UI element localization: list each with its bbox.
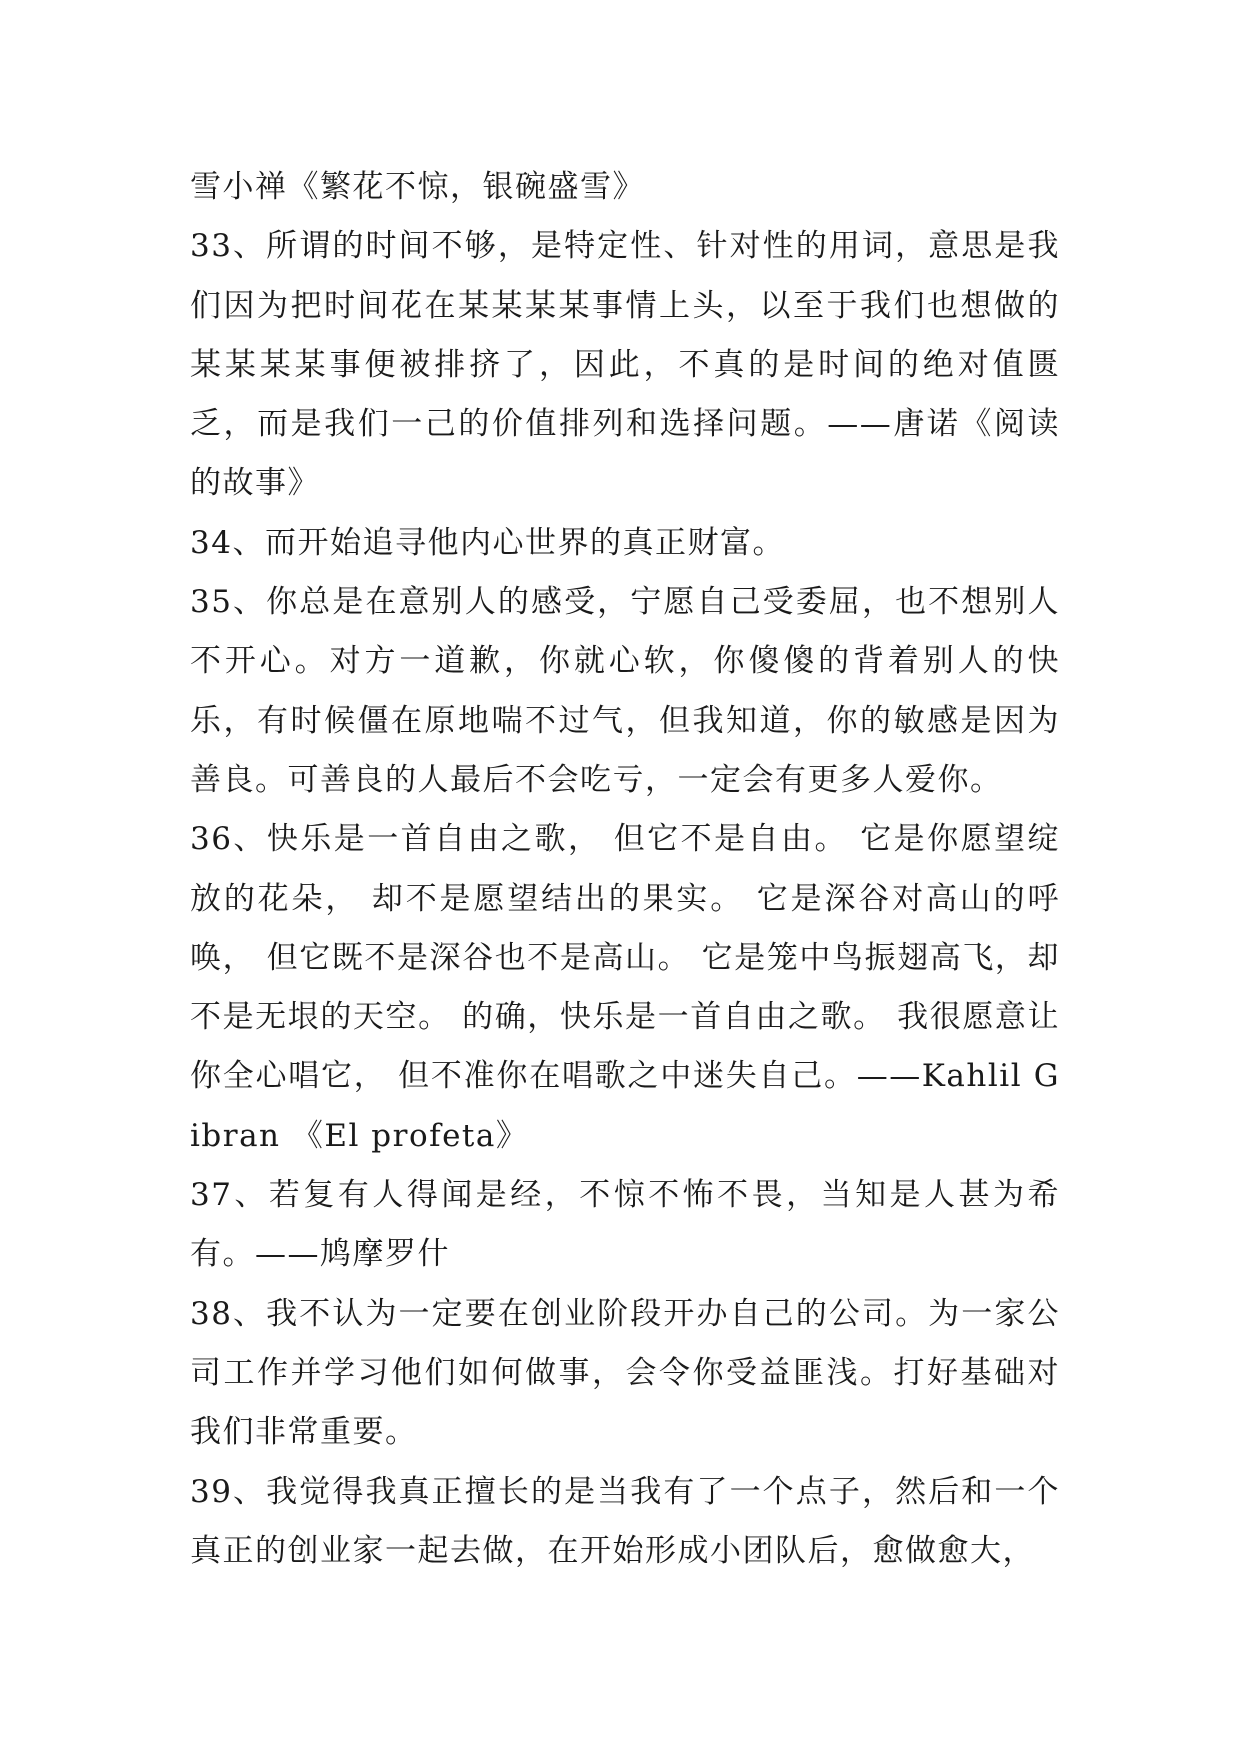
quote-35: 35、你总是在意别人的感受，宁愿自己受委屈，也不想别人不开心。对方一道歉，你就心软，你傻傻的背着别人的快乐，有时候僵在原地喘不过气，但我知道，你的敏感是因为善良。可善良的人最后不会吃亏，一定会有更多人爱你。	[190, 584, 1060, 798]
quote-34: 34、而开始追寻他内心世界的真正财富。	[190, 524, 785, 561]
quote-33: 33、所谓的时间不够，是特定性、针对性的用词，意思是我们因为把时间花在某某某某事情上头，以至于我们也想做的某某某某事便被排挤了，因此，不真的是时间的绝对值匮乏，而是我们一己的价值排列和选择问题。——唐诺《阅读的故事》	[190, 228, 1060, 502]
quote-37: 37、若复有人得闻是经，不惊不怖不畏，当知是人甚为希有。——鸠摩罗什	[190, 1177, 1060, 1273]
paragraph-continued-citation: 雪小禅《繁花不惊，银碗盛雪》	[190, 169, 645, 205]
document-body	[190, 158, 1060, 1581]
quote-39: 39、我觉得我真正擅长的是当我有了一个点子，然后和一个真正的创业家一起去做，在开始形成小团队后，愈做愈大，	[190, 1473, 1060, 1569]
quote-38: 38、我不认为一定要在创业阶段开办自己的公司。为一家公司工作并学习他们如何做事，会令你受益匪浅。打好基础对我们非常重要。	[190, 1295, 1060, 1451]
quote-36: 36、快乐是一首自由之歌， 但它不是自由。 它是你愿望绽放的花朵， 却不是愿望结出的果实。 它是深谷对高山的呼唤， 但它既不是深谷也不是高山。 它是笼中鸟振翅高飞，却不是无垠的天空。 的确，快乐是一首自由之歌。 我很愿意让你全心唱它， 但不准你在唱歌之中迷失自己。——Kahlil Gibran 《El profeta》	[190, 821, 1060, 1154]
